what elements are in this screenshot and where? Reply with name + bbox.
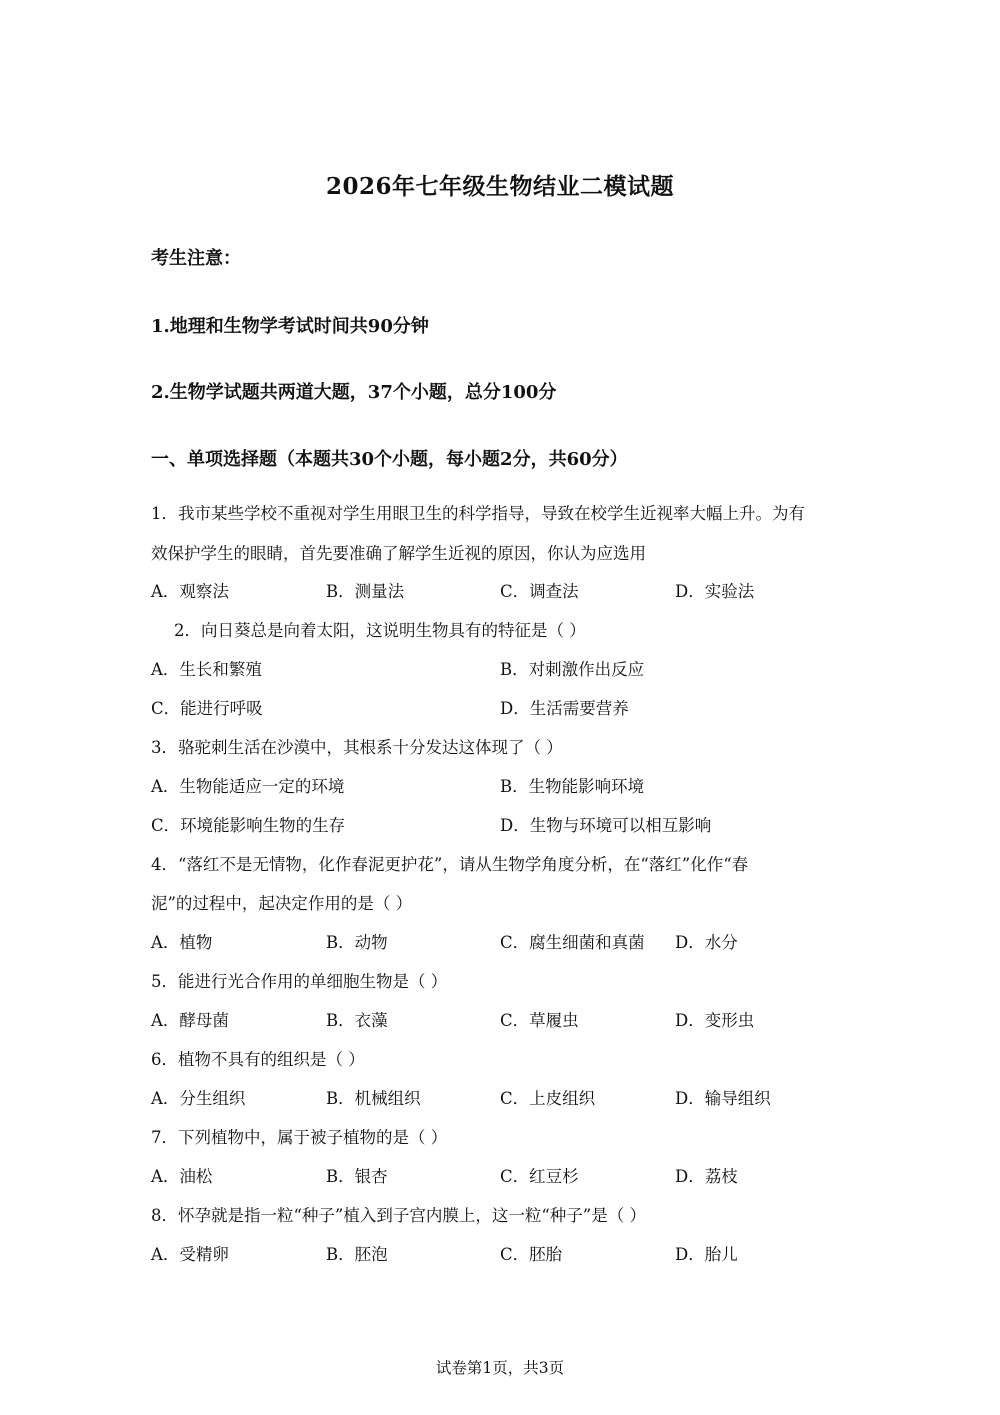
exam-title: 2026年七年级生物结业二模试题 [325, 173, 674, 200]
question-7-option-a: A．油松 [151, 1167, 213, 1186]
question-5-stem: 5．能进行光合作用的单细胞生物是（ ） [151, 972, 448, 991]
question-3-stem: 3．骆驼刺生活在沙漠中，其根系十分发达这体现了（ ） [151, 738, 563, 757]
question-7-option-b: B．银杏 [326, 1167, 388, 1186]
question-6-stem: 6．植物不具有的组织是（ ） [151, 1050, 365, 1069]
question-3-option-b: B．生物能影响环境 [500, 777, 645, 796]
question-3-option-c: C．环境能影响生物的生存 [151, 816, 346, 835]
notice-item-1: 1.地理和生物学考试时间共90分钟 [151, 316, 429, 337]
question-7-option-d: D．荔枝 [675, 1167, 738, 1186]
question-2-option-d: D．生活需要营养 [500, 699, 629, 718]
question-2-option-c: C．能进行呼吸 [151, 699, 263, 718]
question-7-option-c: C．红豆杉 [500, 1167, 579, 1186]
page-footer: 试卷第1页，共3页 [435, 1359, 565, 1377]
question-1-option-b: B．测量法 [326, 582, 405, 601]
question-2-stem: 2．向日葵总是向着太阳，这说明生物具有的特征是（ ） [174, 621, 586, 640]
question-4-option-d: D．水分 [675, 933, 738, 952]
question-8-option-a: A．受精卵 [151, 1245, 229, 1264]
question-6-option-c: C．上皮组织 [500, 1089, 596, 1108]
question-3-option-d: D．生物与环境可以相互影响 [500, 816, 712, 835]
question-2-option-b: B．对刺激作出反应 [500, 660, 645, 679]
question-6-option-a: A．分生组织 [151, 1089, 246, 1108]
question-5-option-b: B．衣藻 [326, 1011, 388, 1030]
question-4-option-b: B．动物 [326, 933, 388, 952]
question-5-option-c: C．草履虫 [500, 1011, 579, 1030]
notice-item-2: 2.生物学试题共两道大题，37个小题，总分100分 [151, 382, 557, 403]
question-8-option-d: D．胎儿 [675, 1245, 738, 1264]
question-4-option-c: C．腐生细菌和真菌 [500, 933, 645, 952]
question-8-option-b: B．胚泡 [326, 1245, 388, 1264]
question-4-stem-line-1: 4．“落红不是无情物，化作春泥更护花”，请从生物学角度分析，在“落红”化作“春 [151, 855, 749, 874]
question-6-option-d: D．输导组织 [675, 1089, 771, 1108]
notice-heading: 考生注意： [151, 248, 241, 269]
question-1-stem-line-2: 效保护学生的眼睛，首先要准确了解学生近视的原因，你认为应选用 [151, 544, 646, 563]
question-6-option-b: B．机械组织 [326, 1089, 421, 1108]
question-1-option-a: A．观察法 [151, 582, 229, 601]
question-1-option-c: C．调查法 [500, 582, 579, 601]
question-2-option-a: A．生长和繁殖 [151, 660, 262, 679]
question-5-option-a: A．酵母菌 [151, 1011, 229, 1030]
question-8-stem: 8．怀孕就是指一粒“种子”植入到子宫内膜上，这一粒“种子”是（ ） [151, 1206, 646, 1225]
question-4-stem-line-2: 泥”的过程中，起决定作用的是（ ） [151, 894, 413, 913]
question-4-option-a: A．植物 [151, 933, 213, 952]
question-1-stem-line-1: 1．我市某些学校不重视对学生用眼卫生的科学指导，导致在校学生近视率大幅上升。为有 [151, 504, 805, 523]
question-3-option-a: A．生物能适应一定的环境 [151, 777, 345, 796]
question-1-option-d: D．实验法 [675, 582, 755, 601]
section-heading: 一、单项选择题（本题共30个小题，每小题2分，共60分） [151, 449, 628, 470]
question-8-option-c: C．胚胎 [500, 1245, 563, 1264]
question-5-option-d: D．变形虫 [675, 1011, 755, 1030]
question-7-stem: 7．下列植物中，属于被子植物的是（ ） [151, 1128, 448, 1147]
